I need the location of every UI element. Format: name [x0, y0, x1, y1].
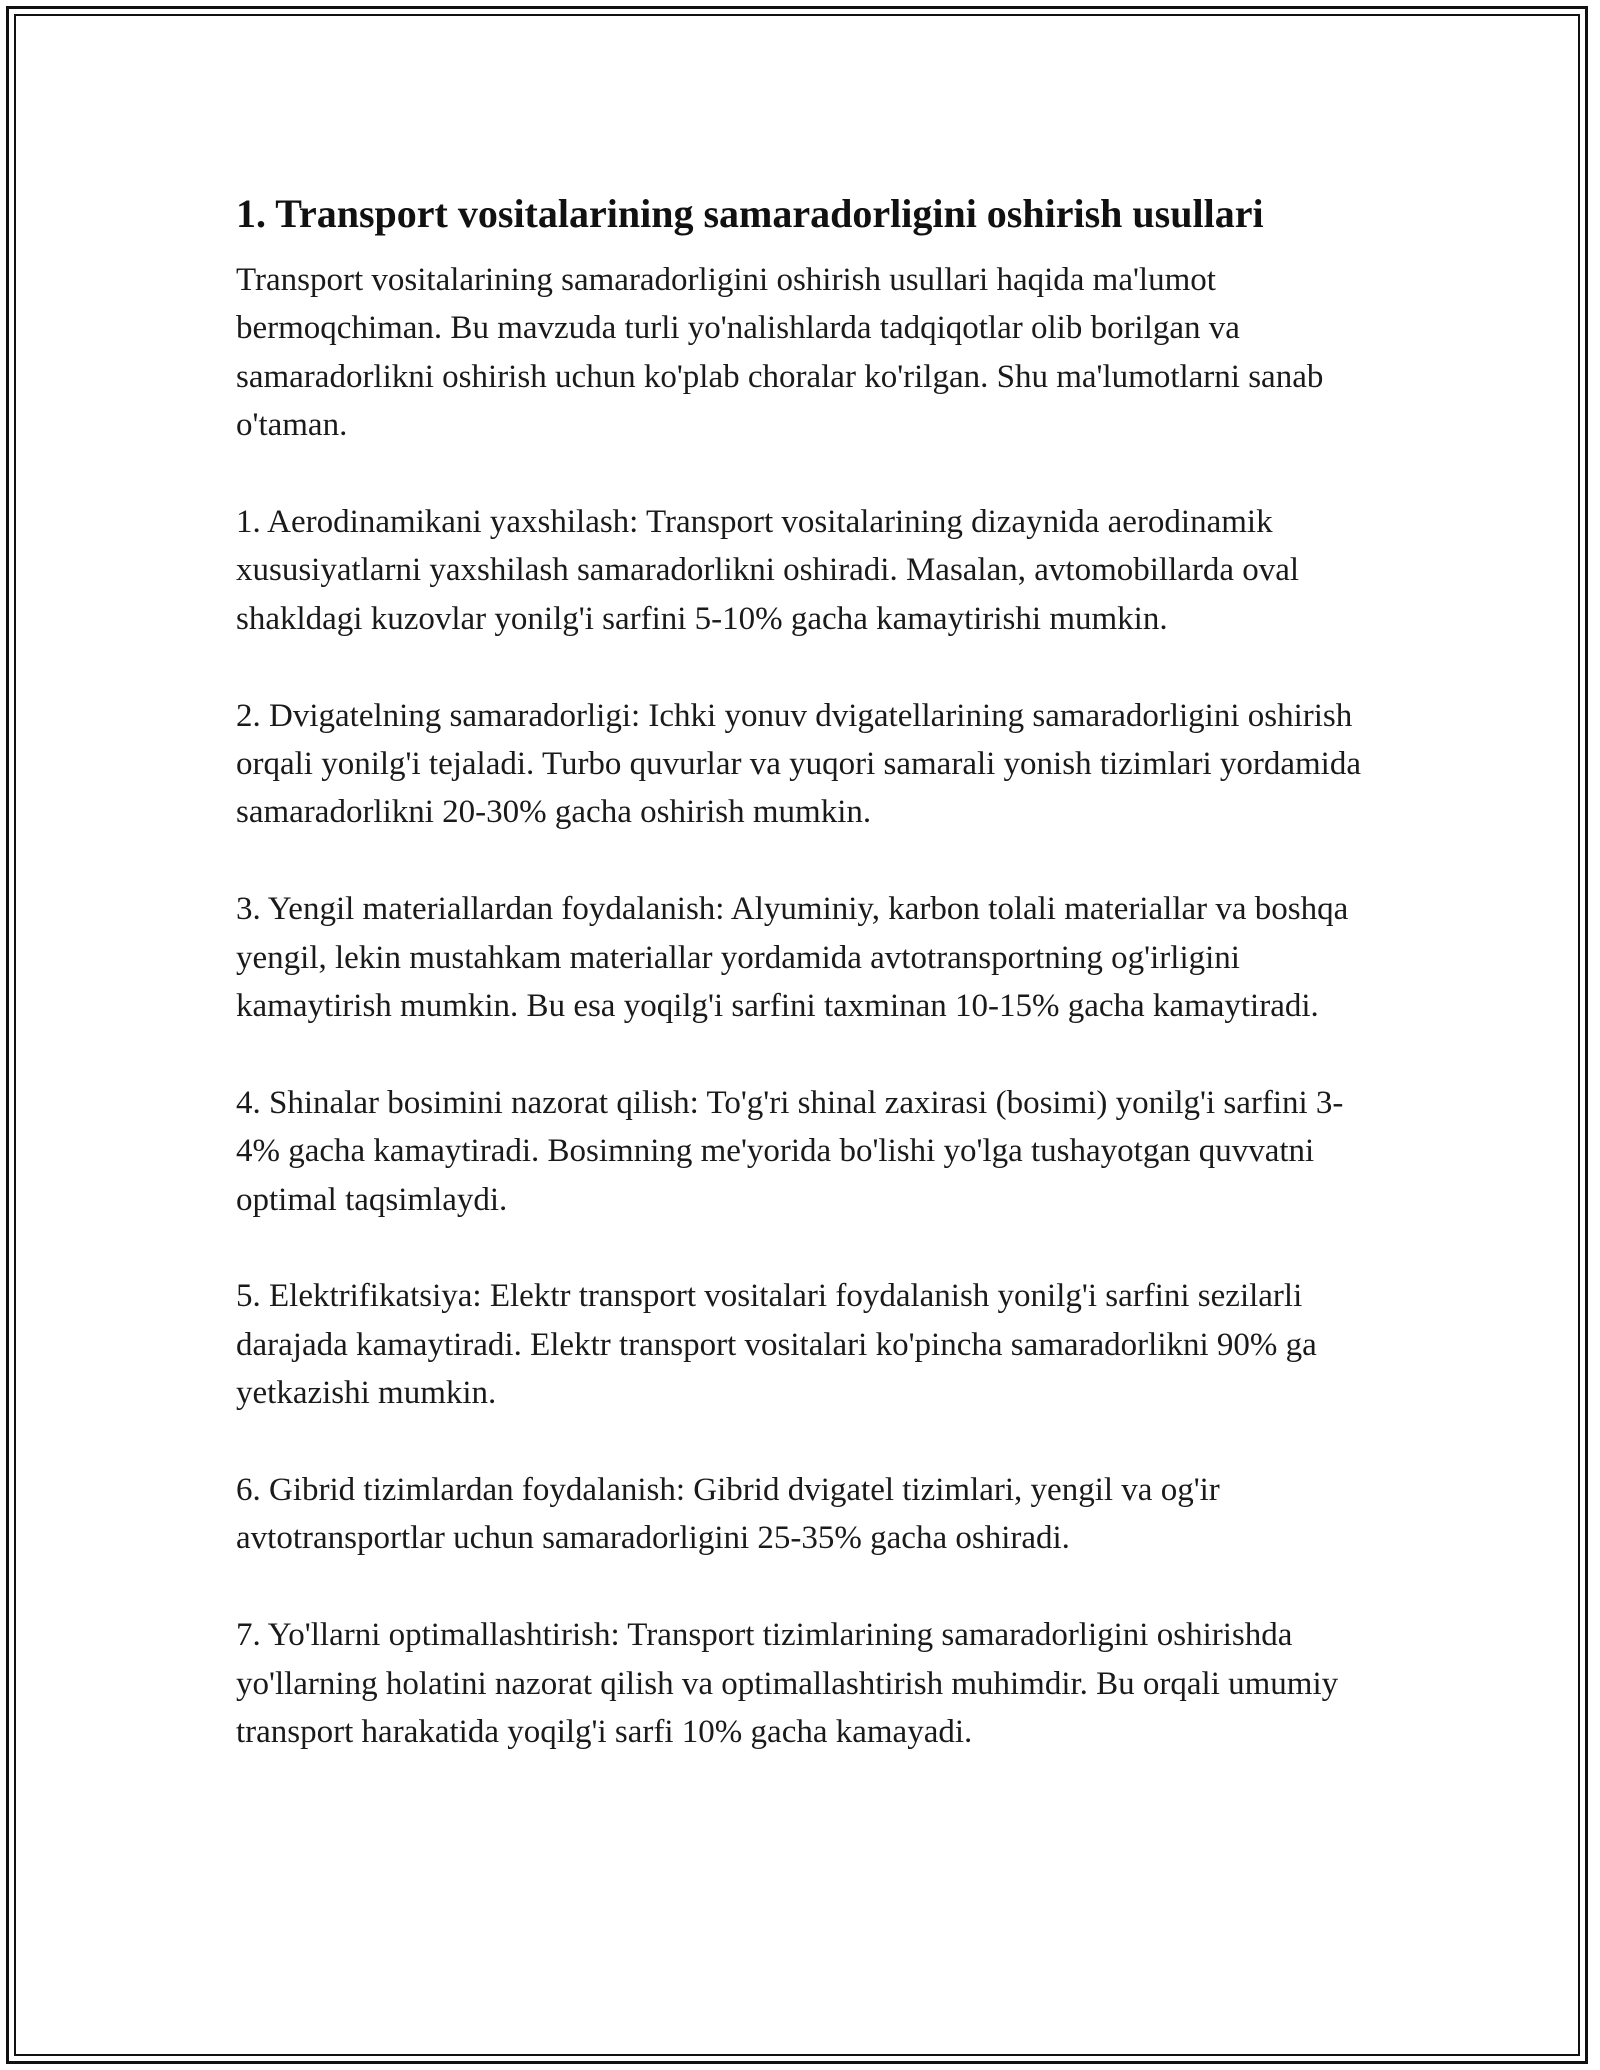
document-title: 1. Transport vositalarining samaradorligini oshirish usullari	[236, 191, 1264, 236]
document-body	[236, 188, 1366, 1805]
list-item-road-optimization: 7. Yo'llarni optimallashtirish: Transport tizimlarining samaradorligini oshirishda yo'llarning holatini nazorat qilish va optimallashtirish muhimdir. Bu orqali umumiy transport harakatida yoqilg'i sarfi 10% gacha kamayadi.	[236, 1617, 1339, 1751]
list-item-engine-efficiency: 2. Dvigatelning samaradorligi: Ichki yonuv dvigatellarining samaradorligini oshirish orqali yonilg'i tejaladi. Turbo quvurlar va yuqori samarali yonish tizimlari yordamida samaradorlikni 20-30% gacha oshirish mumkin.	[236, 697, 1361, 831]
intro-paragraph: Transport vositalarining samaradorligini oshirish usullari haqida ma'lumot bermoqchiman. Bu mavzuda turli yo'nalishlarda tadqiqotlar olib borilgan va samaradorlikni oshirish uchun ko'plab choralar ko'rilgan. Shu ma'lumotlarni sanab o'taman.	[236, 262, 1324, 444]
list-item-hybrid-systems: 6. Gibrid tizimlardan foydalanish: Gibrid dvigatel tizimlari, yengil va og'ir avtotransportlar uchun samaradorligini 25-35% gacha oshiradi.	[236, 1472, 1220, 1557]
list-item-aerodynamics: 1. Aerodinamikani yaxshilash: Transport vositalarining dizaynida aerodinamik xususiyatlarni yaxshilash samaradorlikni oshiradi. Masalan, avtomobillarda oval shakldagi kuzovlar yonilg'i sarfini 5-10% gacha kamaytirishi mumkin.	[236, 504, 1300, 637]
list-item-lightweight-materials: 3. Yengil materiallardan foydalanish: Alyuminiy, karbon tolali materiallar va boshqa yengil, lekin mustahkam materiallar yordamida avtotransportning og'irligini kamaytirish mumkin. Bu esa yoqilg'i sarfini taxminan 10-15% gacha kamaytiradi.	[236, 891, 1349, 1025]
list-item-tire-pressure: 4. Shinalar bosimini nazorat qilish: To'g'ri shinal zaxirasi (bosimi) yonilg'i sarfini 3-4% gacha kamaytiradi. Bosimning me'yorida bo'lishi yo'lga tushayotgan quvvatni optimal taqsimlaydi.	[236, 1084, 1344, 1218]
list-item-electrification: 5. Elektrifikatsiya: Elektr transport vositalari foydalanish yonilg'i sarfini sezilarli darajada kamaytiradi. Elektr transport vositalari ko'pincha samaradorlikni 90% ga yetkazishi mumkin.	[236, 1278, 1317, 1412]
